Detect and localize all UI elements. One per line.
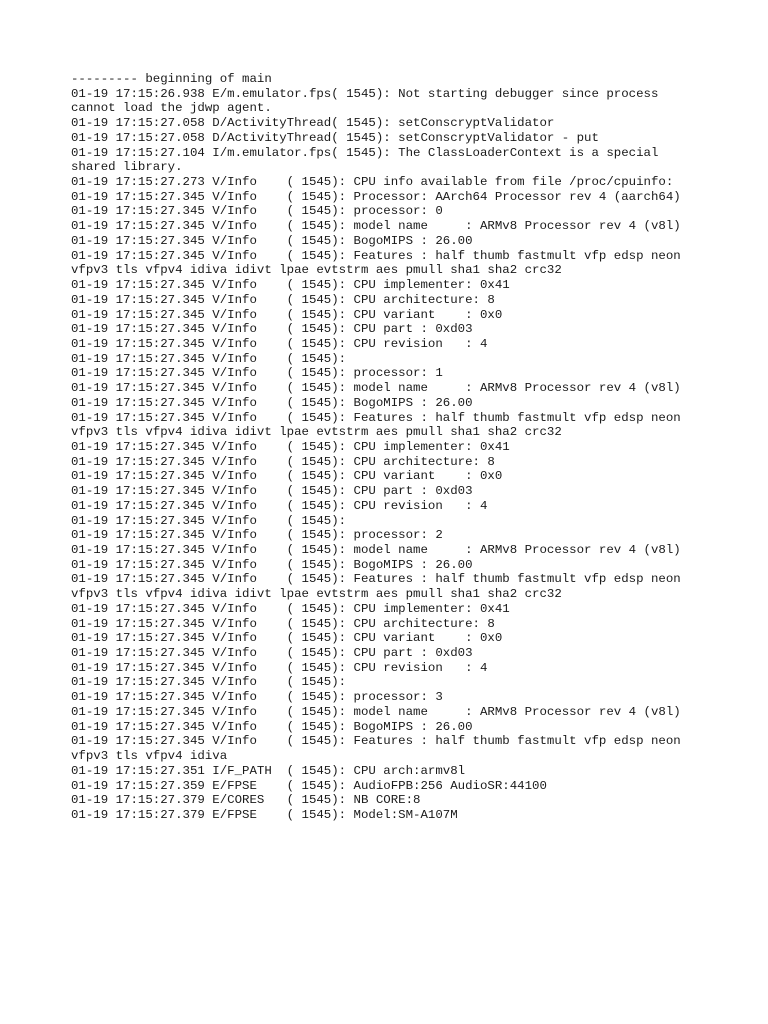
log-line: 01-19 17:15:27.345 V/Info ( 1545): bbox=[71, 513, 347, 528]
log-line: 01-19 17:15:27.345 V/Info ( 1545): bbox=[71, 351, 347, 366]
log-line: 01-19 17:15:27.345 V/Info ( 1545): BogoMIPS : 26.00 bbox=[71, 395, 473, 410]
log-line: 01-19 17:15:27.379 E/CORES ( 1545): NB CORE:8 bbox=[71, 793, 421, 808]
log-line: vfpv3 tls vfpv4 idiva bbox=[71, 749, 228, 764]
log-line: 01-19 17:15:27.345 V/Info ( 1545): model name : ARMv8 Processor rev 4 (v8l) bbox=[71, 381, 681, 396]
log-line: 01-19 17:15:27.345 V/Info ( 1545): BogoMIPS : 26.00 bbox=[71, 557, 473, 572]
log-line: 01-19 17:15:27.359 E/FPSE ( 1545): AudioFPB:256 AudioSR:44100 bbox=[71, 778, 547, 793]
log-line: 01-19 17:15:27.345 V/Info ( 1545): CPU implementer: 0x41 bbox=[71, 278, 510, 293]
log-line: 01-19 17:15:27.345 V/Info ( 1545): processor: 0 bbox=[71, 204, 443, 219]
log-line: 01-19 17:15:27.345 V/Info ( 1545): CPU architecture: 8 bbox=[71, 292, 495, 307]
log-line: 01-19 17:15:27.345 V/Info ( 1545): processor: 2 bbox=[71, 528, 443, 543]
log-line: 01-19 17:15:27.379 E/FPSE ( 1545): Model:SM-A107M bbox=[71, 807, 458, 822]
log-line: 01-19 17:15:27.345 V/Info ( 1545): processor: 3 bbox=[71, 690, 443, 705]
log-line: vfpv3 tls vfpv4 idiva idivt lpae evtstrm aes pmull sha1 sha2 crc32 bbox=[71, 263, 562, 278]
log-line: 01-19 17:15:27.345 V/Info ( 1545): model name : ARMv8 Processor rev 4 (v8l) bbox=[71, 543, 681, 557]
log-line: 01-19 17:15:27.345 V/Info ( 1545): CPU revision : 4 bbox=[71, 498, 488, 513]
log-line: 01-19 17:15:27.345 V/Info ( 1545): Features : half thumb fastmult vfp edsp neon bbox=[71, 572, 681, 587]
log-line: 01-19 17:15:27.104 I/m.emulator.fps( 1545): The ClassLoaderContext is a special bbox=[71, 145, 659, 160]
log-line: 01-19 17:15:27.345 V/Info ( 1545): CPU revision : 4 bbox=[71, 660, 488, 675]
log-line: 01-19 17:15:27.345 V/Info ( 1545): CPU part : 0xd03 bbox=[71, 646, 473, 661]
log-line: 01-19 17:15:27.345 V/Info ( 1545): CPU variant : 0x0 bbox=[71, 631, 503, 646]
log-line: 01-19 17:15:27.345 V/Info ( 1545): BogoMIPS : 26.00 bbox=[71, 233, 473, 248]
log-line: 01-19 17:15:27.345 V/Info ( 1545): CPU variant : 0x0 bbox=[71, 307, 503, 322]
log-line: 01-19 17:15:27.345 V/Info ( 1545): Features : half thumb fastmult vfp edsp neon bbox=[71, 248, 681, 263]
log-line: 01-19 17:15:27.345 V/Info ( 1545): Features : half thumb fastmult vfp edsp neon bbox=[71, 410, 681, 425]
log-line: 01-19 17:15:27.345 V/Info ( 1545): bbox=[71, 675, 347, 690]
log-line: 01-19 17:15:27.345 V/Info ( 1545): Features : half thumb fastmult vfp edsp neon bbox=[71, 734, 681, 749]
log-line: 01-19 17:15:27.345 V/Info ( 1545): BogoMIPS : 26.00 bbox=[71, 719, 473, 734]
log-line: 01-19 17:15:27.345 V/Info ( 1545): CPU architecture: 8 bbox=[71, 616, 495, 631]
log-line: 01-19 17:15:27.345 V/Info ( 1545): Processor: AArch64 Processor rev 4 (aarch64) bbox=[71, 189, 681, 204]
log-line: --------- beginning of main bbox=[71, 72, 272, 86]
log-line: 01-19 17:15:27.058 D/ActivityThread( 1545): setConscryptValidator bbox=[71, 116, 555, 131]
log-line: 01-19 17:15:27.058 D/ActivityThread( 1545): setConscryptValidator - put bbox=[71, 130, 599, 145]
log-line: 01-19 17:15:27.345 V/Info ( 1545): CPU revision : 4 bbox=[71, 336, 488, 351]
log-line: 01-19 17:15:27.345 V/Info ( 1545): model name : ARMv8 Processor rev 4 (v8l) bbox=[71, 704, 681, 719]
log-line: 01-19 17:15:27.345 V/Info ( 1545): CPU part : 0xd03 bbox=[71, 484, 473, 499]
log-line: 01-19 17:15:27.345 V/Info ( 1545): CPU part : 0xd03 bbox=[71, 322, 473, 337]
log-line: 01-19 17:15:27.345 V/Info ( 1545): CPU architecture: 8 bbox=[71, 454, 495, 469]
log-text bbox=[71, 72, 711, 823]
log-line: shared library. bbox=[71, 160, 183, 175]
log-line: vfpv3 tls vfpv4 idiva idivt lpae evtstrm aes pmull sha1 sha2 crc32 bbox=[71, 587, 562, 602]
log-line: 01-19 17:15:27.345 V/Info ( 1545): processor: 1 bbox=[71, 366, 443, 381]
log-line: 01-19 17:15:27.345 V/Info ( 1545): CPU implementer: 0x41 bbox=[71, 601, 510, 616]
log-line: 01-19 17:15:27.345 V/Info ( 1545): CPU variant : 0x0 bbox=[71, 469, 503, 484]
log-line: 01-19 17:15:27.273 V/Info ( 1545): CPU info available from file /proc/cpuinfo: bbox=[71, 175, 674, 190]
log-line: 01-19 17:15:26.938 E/m.emulator.fps( 1545): Not starting debugger since process bbox=[71, 86, 659, 101]
log-line: vfpv3 tls vfpv4 idiva idivt lpae evtstrm aes pmull sha1 sha2 crc32 bbox=[71, 425, 562, 440]
log-line: 01-19 17:15:27.345 V/Info ( 1545): model name : ARMv8 Processor rev 4 (v8l) bbox=[71, 219, 681, 234]
log-line: 01-19 17:15:27.345 V/Info ( 1545): CPU implementer: 0x41 bbox=[71, 439, 510, 454]
log-line: cannot load the jdwp agent. bbox=[71, 101, 272, 116]
log-line: 01-19 17:15:27.351 I/F_PATH ( 1545): CPU arch:armv8l bbox=[71, 763, 466, 778]
